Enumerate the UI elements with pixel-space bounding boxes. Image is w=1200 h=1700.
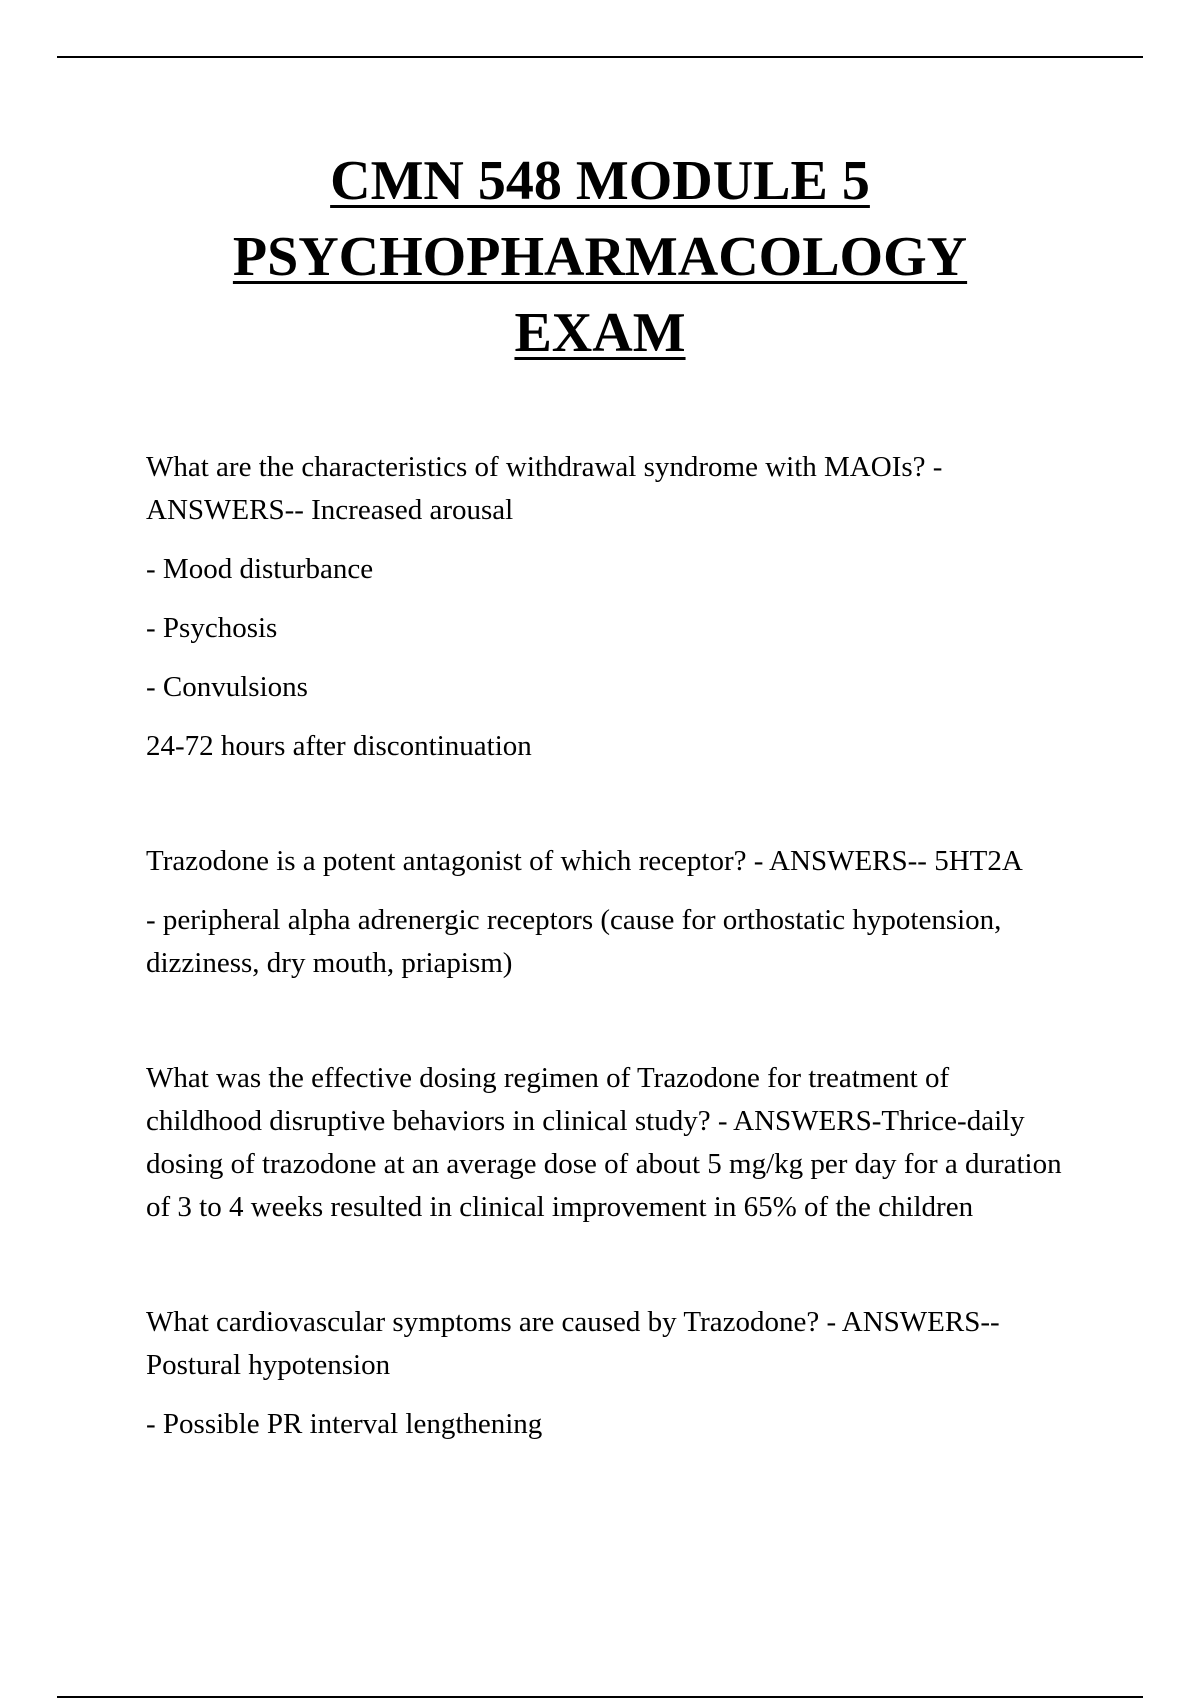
answer-item: 24-72 hours after discontinuation [146, 730, 532, 762]
question-text: What cardiovascular symptoms are caused by Trazodone? - ANSWERS-- Postural hypotension [146, 1306, 1000, 1381]
question-text: What are the characteristics of withdrawal syndrome with MAOIs? - ANSWERS-- Increased arousal [146, 451, 943, 526]
top-divider [57, 56, 1143, 58]
qa-block-maoi-withdrawal [146, 446, 1066, 768]
title-line-3: EXAM [514, 302, 686, 364]
answer-item: - Possible PR interval lengthening [146, 1408, 543, 1440]
answer-item: - Convulsions [146, 671, 308, 703]
answer-item: - Psychosis [146, 612, 278, 644]
title-line-2: PSYCHOPHARMACOLOGY [232, 226, 968, 288]
qa-content [146, 446, 1066, 1518]
page-title [0, 143, 1200, 371]
bottom-divider [57, 1696, 1143, 1698]
qa-block-trazodone-receptor [146, 840, 1066, 985]
answer-item: - peripheral alpha adrenergic receptors (cause for orthostatic hypotension, dizziness, dry mouth, priapism) [146, 904, 1002, 979]
title-line-1: CMN 548 MODULE 5 [330, 150, 870, 212]
question-text: What was the effective dosing regimen of Trazodone for treatment of childhood disruptive behaviors in clinical study? - ANSWERS-Thrice-daily dosing of trazodone at an average dose of about 5 mg/kg per day for a duration of 3 to 4 weeks resulted in clinical improvement in 65% of the children [146, 1062, 1062, 1223]
qa-block-trazodone-cardiovascular [146, 1301, 1066, 1446]
answer-item: - Mood disturbance [146, 553, 374, 585]
question-text: Trazodone is a potent antagonist of which receptor? - ANSWERS-- 5HT2A [146, 845, 1023, 877]
qa-block-trazodone-dosing [146, 1057, 1066, 1229]
